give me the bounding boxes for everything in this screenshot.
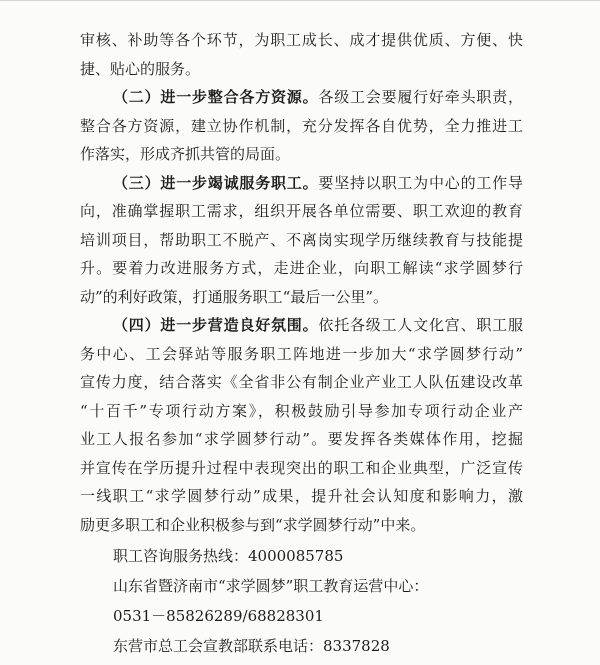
contact-block — [80, 541, 523, 661]
text-line: 向，准确掌握职工需求，组织开展各单位需要、职工欢迎的教育 — [80, 202, 523, 220]
section-heading: （三）进一步竭诚服务职工。 — [113, 173, 319, 192]
text-line: 一线职工“求学圆梦行动”成果，提升社会认知度和影响力，激 — [80, 487, 523, 505]
section-heading: （二）进一步整合各方资源。 — [113, 88, 319, 106]
text-line: 励更多职工和企业积极参与到“求学圆梦行动”中来。 — [80, 515, 426, 534]
text-line: 动”的利好政策，打通服务职工“最后一公里”。 — [80, 287, 389, 306]
contact-hotline: 职工咨询服务热线：4000085785 — [113, 546, 344, 565]
text-line: 培训项目，帮助职工不脱产、不离岗实现学历继续教育与技能提 — [80, 230, 523, 249]
contact-dongying: 东营市总工会宣教部联系电话：8337828 — [113, 636, 390, 655]
text-span: 依托各级工人文化宫、职工服 — [318, 316, 523, 334]
text-line: 整合各方资源，建立协作机制，充分发挥各自优势，全力推进工 — [80, 116, 523, 135]
text-line: 捷、贴心的服务。 — [80, 59, 201, 78]
text-line: 升。要着力改进服务方式，走进企业，向职工解读“求学圆梦行 — [80, 259, 523, 277]
document-body — [80, 26, 523, 661]
section-heading: （四）进一步营造良好氛围。 — [113, 316, 319, 334]
paragraph-3-first-line — [80, 169, 523, 198]
paragraph-2-first-line — [80, 83, 523, 112]
text-span: 要坚持以职工为中心的工作导 — [318, 173, 523, 192]
contact-center-phone: 0531－85826289/68828301 — [113, 606, 324, 625]
text-line: 业工人报名参加“求学圆梦行动”。要发挥各类媒体作用，挖掘 — [80, 430, 523, 448]
text-line: 作落实，形成齐抓共管的局面。 — [80, 145, 291, 163]
paragraph-4-first-line — [80, 311, 523, 340]
text-line: 审核、补助等各个环节，为职工成长、成才提供优质、方便、快 — [80, 31, 523, 49]
text-line: 宣传力度，结合落实《全省非公有制企业产业工人队伍建设改革 — [80, 373, 523, 391]
text-span: 各级工会要履行好牵头职责， — [318, 88, 523, 106]
contact-center: 山东省暨济南市“求学圆梦”职工教育运营中心： — [113, 576, 429, 595]
text-line: “十百千”专项行动方案》，积极鼓励引导参加专项行动企业产 — [80, 401, 523, 420]
text-line: 并宣传在学历提升过程中表现突出的职工和企业典型，广泛宣传 — [80, 458, 523, 477]
text-line: 务中心、工会驿站等服务职工阵地进一步加大“求学圆梦行动” — [80, 344, 523, 363]
